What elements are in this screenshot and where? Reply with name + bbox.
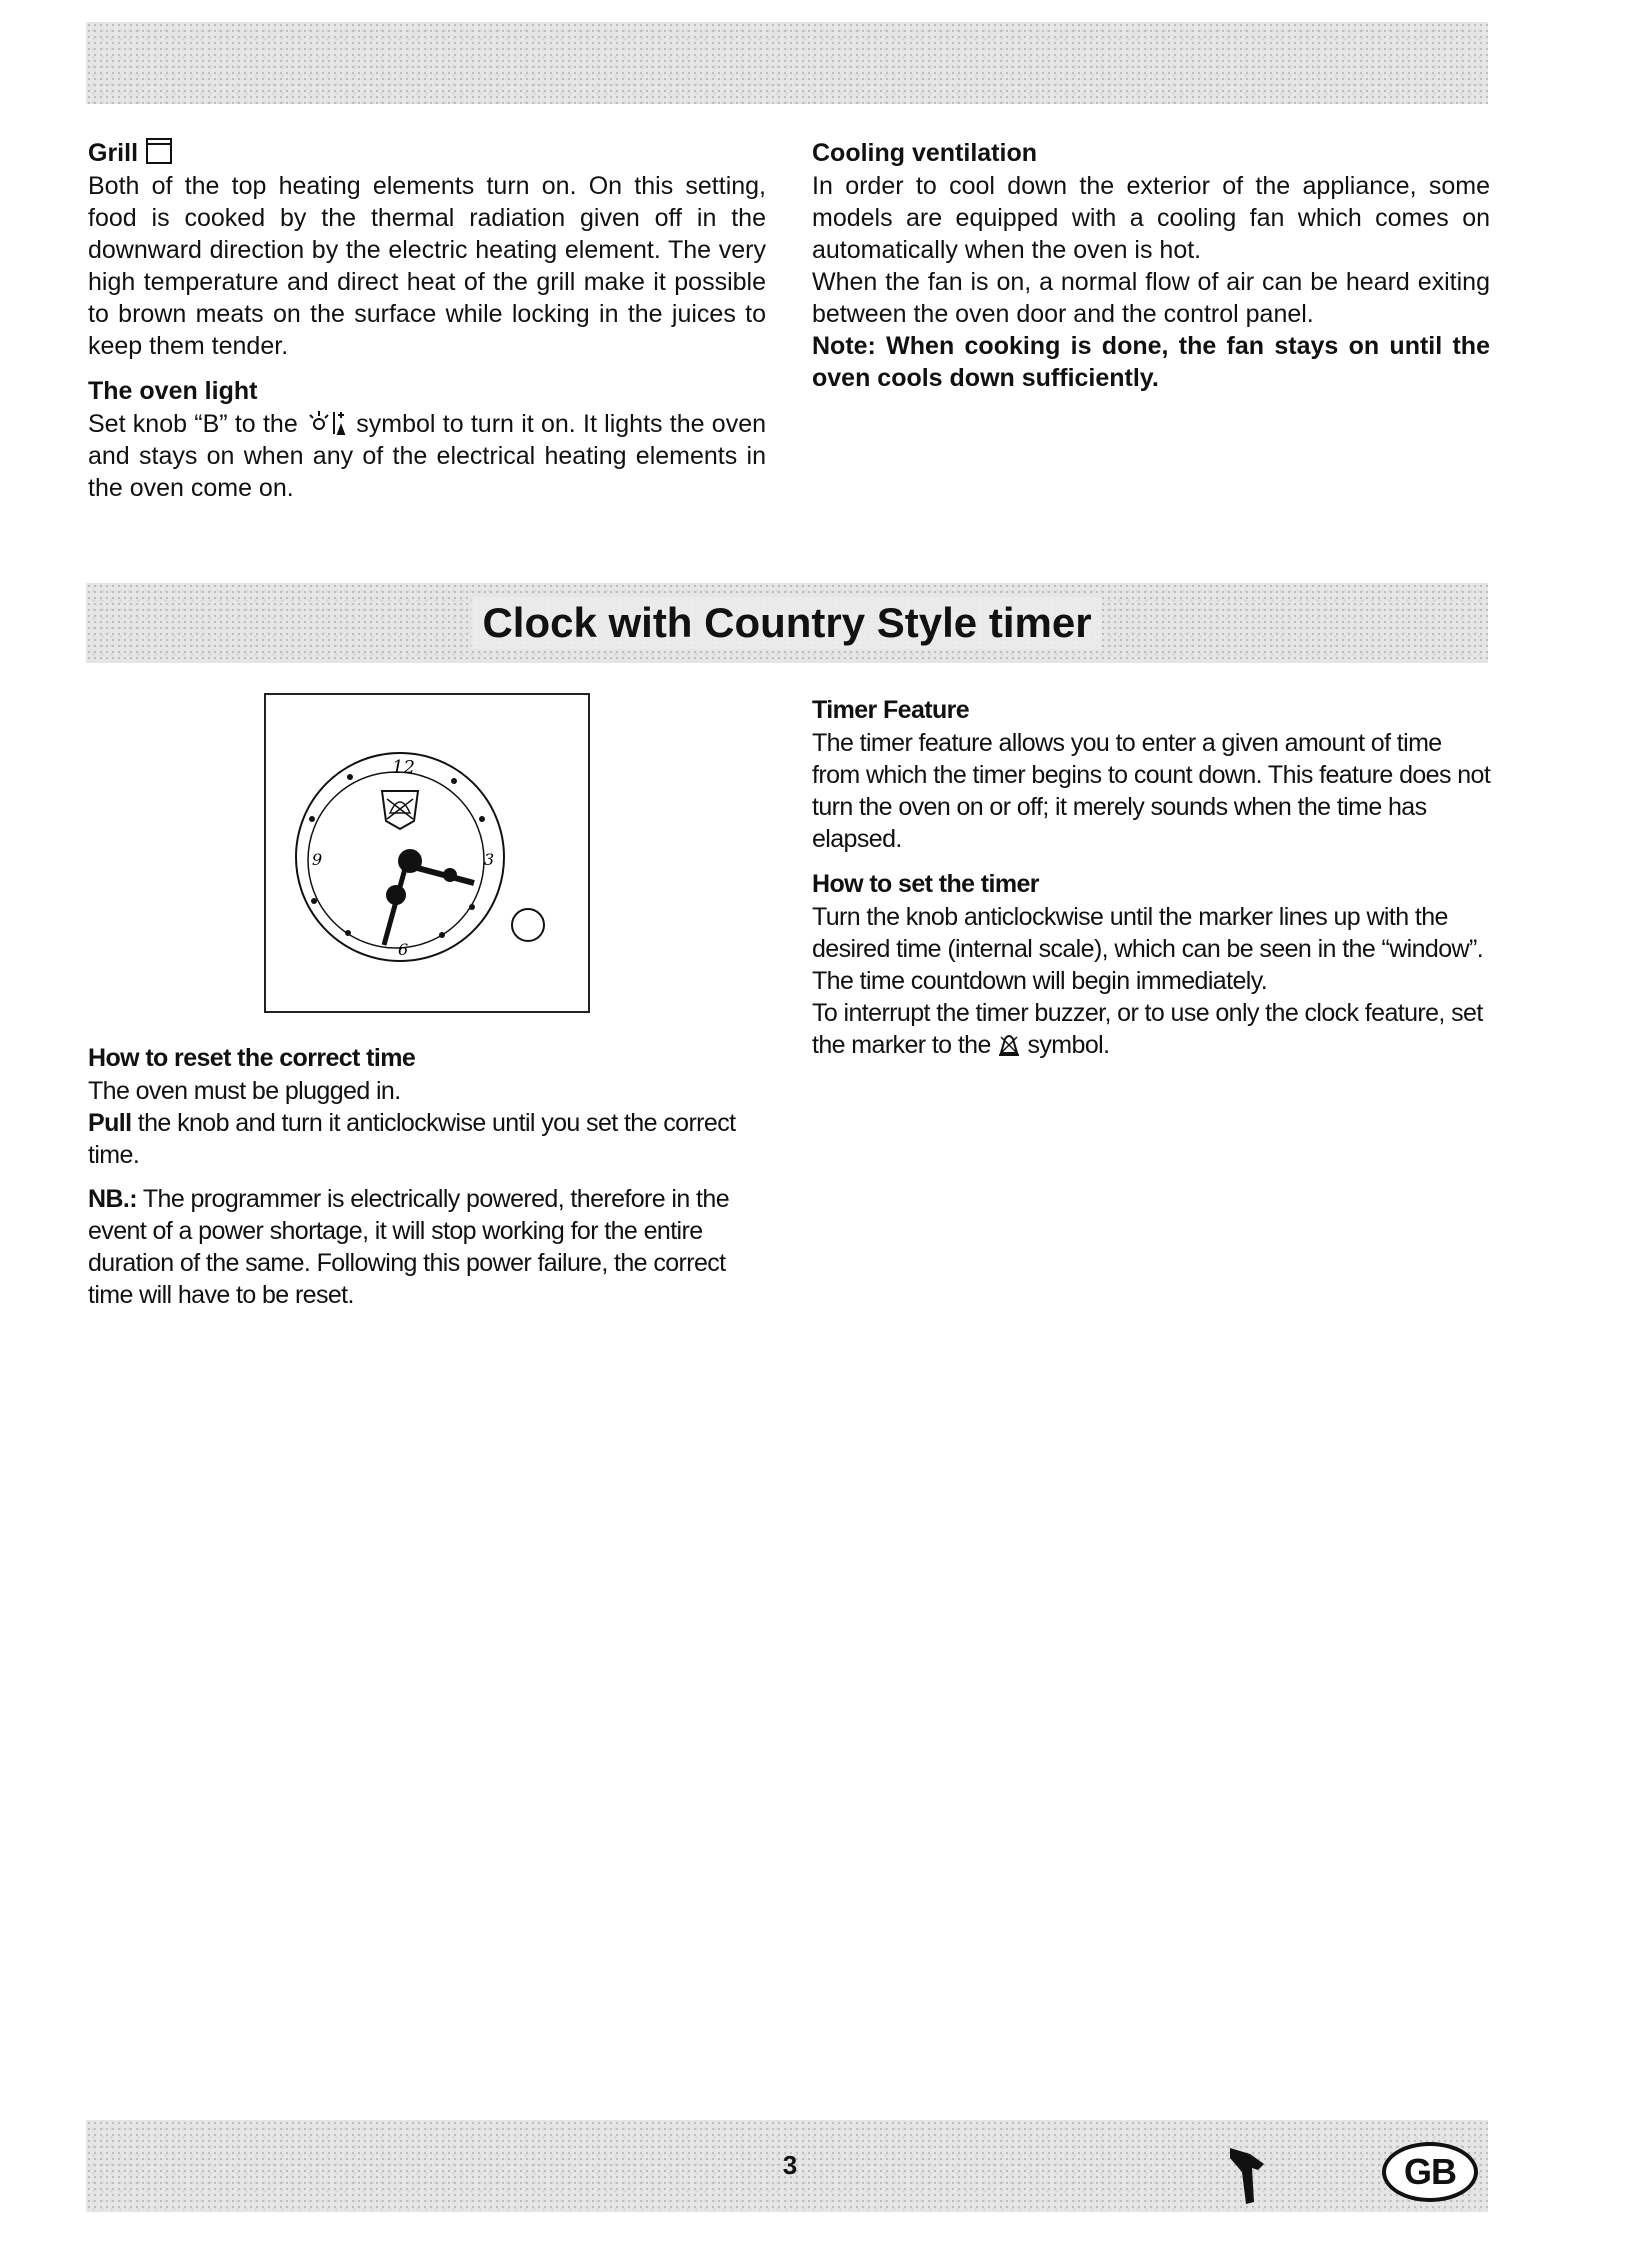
timer-feature-body: The timer feature allows you to enter a given amount of time from which the timer begins to count down. This feature does not turn the oven on or off; it merely sounds when the time has elapsed. xyxy=(812,729,1491,853)
country-badge: GB xyxy=(1382,2142,1478,2202)
cooling-heading: Cooling ventilation xyxy=(812,139,1037,167)
set-timer-heading: How to set the timer xyxy=(812,870,1039,898)
hand-pointer-icon xyxy=(1222,2138,1272,2208)
cooling-note: Note: When cooking is done, the fan stays on until the oven cools down sufficiently. xyxy=(812,332,1490,392)
grill-body: Both of the top heating elements turn on. On this setting, food is cooked by the thermal radiation given off in the downward direction by the electric heating element. The very high temperature and direct heat of the grill make it possible to brown meats on the surface while locking in the juices to keep them tender. xyxy=(88,172,766,360)
reset-time-nb: NB.: The programmer is electrically powered, therefore in the event of a power shortage, it will stop working for the entire duration of the same. Following this power failure, the correct time will have to be reset. xyxy=(88,1185,729,1309)
timer-knob xyxy=(512,909,544,941)
clock-figure xyxy=(264,693,590,1013)
grill-icon xyxy=(145,137,173,165)
left-top-column xyxy=(88,136,766,516)
clock-label-6: 6 xyxy=(398,940,409,959)
bell-off-icon xyxy=(382,791,418,829)
set-timer-paragraph-2: To interrupt the timer buzzer, or to use only the clock feature, set the marker to the symbol. xyxy=(812,999,1483,1059)
clock-label-9: 9 xyxy=(312,850,323,869)
oven-light-body: Set knob “B” to the symbol to turn it on. It lights the oven and stays on when any of the electrical heating elements in the oven come on. xyxy=(88,410,767,502)
cooling-paragraph-1: In order to cool down the exterior of the appliance, some models are equipped with a cooling fan which comes on automatically when the oven is hot. xyxy=(812,172,1490,264)
reset-time-line-1: The oven must be plugged in. xyxy=(88,1077,401,1105)
clock-illustration xyxy=(266,695,588,1013)
top-header-band xyxy=(86,22,1488,104)
reset-time-heading: How to reset the correct time xyxy=(88,1044,416,1072)
clock-figure-bottom-border xyxy=(264,1011,588,1013)
clock-label-3: 3 xyxy=(484,850,495,869)
page-number: 3 xyxy=(782,2150,798,2180)
bell-off-icon xyxy=(997,1031,1021,1057)
right-bottom-column xyxy=(812,693,1492,1073)
left-bottom-column xyxy=(88,1041,768,1323)
cooling-paragraph-2: When the fan is on, a normal flow of air can be heard exiting between the oven door and the control panel. xyxy=(812,268,1490,328)
set-timer-paragraph-1: Turn the knob anticlockwise until the marker lines up with the desired time (internal scale), which can be seen in the “window”. The time countdown will begin immediately. xyxy=(812,903,1484,995)
oven-light-icon xyxy=(305,408,349,436)
oven-light-heading: The oven light xyxy=(88,377,258,405)
clock-label-12: 12 xyxy=(392,757,415,778)
section-title: Clock with Country Style timer xyxy=(86,583,1488,663)
right-top-column xyxy=(812,136,1490,406)
grill-heading: Grill xyxy=(88,136,766,170)
timer-feature-heading: Timer Feature xyxy=(812,696,970,724)
reset-time-pull: Pull the knob and turn it anticlockwise until you set the correct time. xyxy=(88,1109,736,1169)
